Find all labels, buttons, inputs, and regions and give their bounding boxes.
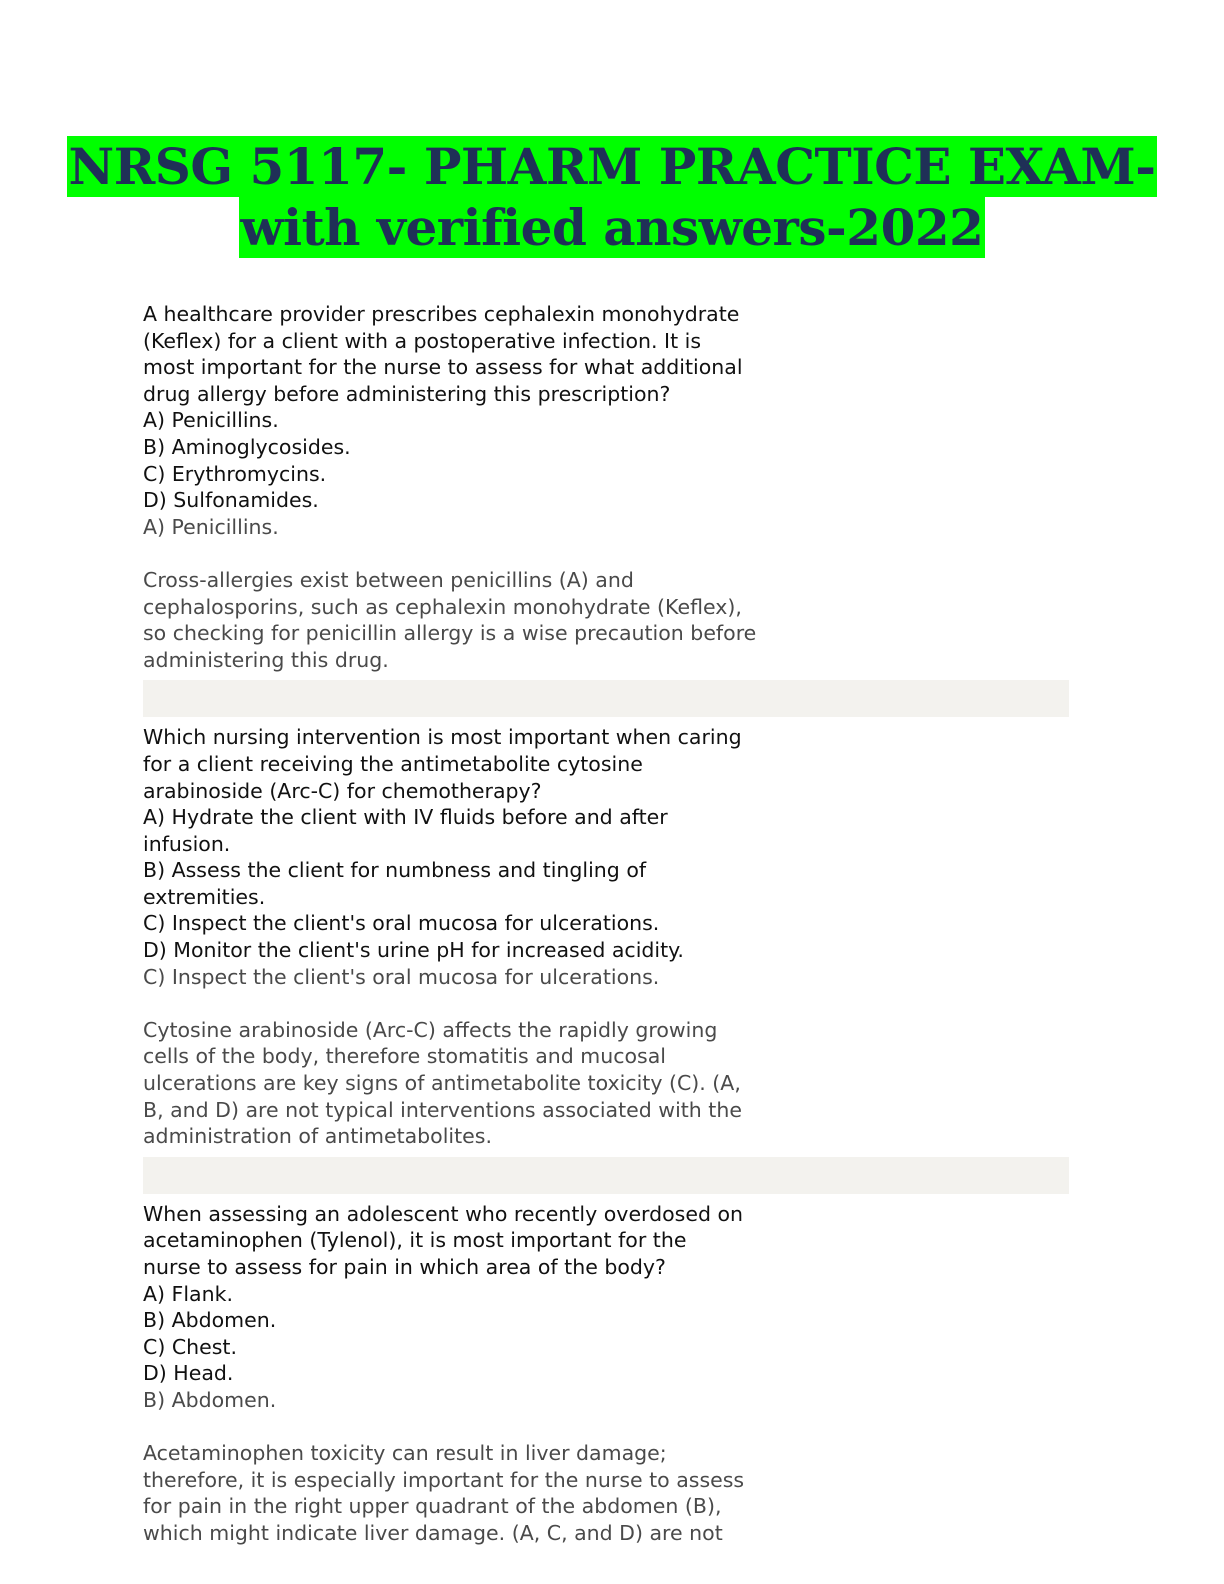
option-d: D) Head. bbox=[143, 1361, 234, 1386]
question-divider bbox=[143, 1157, 1069, 1194]
explanation-line: which might indicate liver damage. (A, C, and D) are not bbox=[143, 1520, 723, 1545]
explanation-line: cephalosporins, such as cephalexin monohydrate (Keflex), bbox=[143, 594, 742, 619]
option-a: A) Penicillins. bbox=[143, 408, 279, 433]
option-a: A) Flank. bbox=[143, 1281, 233, 1306]
question-text-line: Which nursing intervention is most important when caring bbox=[143, 725, 742, 750]
question-block-2 bbox=[143, 724, 1083, 1150]
option-b: B) Assess the client for numbness and tingling of bbox=[143, 858, 647, 883]
document-title bbox=[0, 136, 1224, 258]
option-a: A) Hydrate the client with IV fluids before and after bbox=[143, 805, 668, 830]
option-b-continued: extremities. bbox=[143, 884, 266, 909]
correct-answer: C) Inspect the client's oral mucosa for ulcerations. bbox=[143, 964, 660, 989]
option-c: C) Erythromycins. bbox=[143, 461, 327, 486]
question-text-line: acetaminophen (Tylenol), it is most important for the bbox=[143, 1228, 687, 1253]
explanation-line: cells of the body, therefore stomatitis and mucosal bbox=[143, 1044, 666, 1069]
explanation-line: Cross-allergies exist between penicillins (A) and bbox=[143, 567, 634, 592]
question-text-line: When assessing an adolescent who recently overdosed on bbox=[143, 1201, 744, 1226]
question-text-line: A healthcare provider prescribes cephalexin monohydrate bbox=[143, 302, 740, 326]
option-b: B) Aminoglycosides. bbox=[143, 434, 351, 459]
explanation-line: so checking for penicillin allergy is a wise precaution before bbox=[143, 621, 757, 646]
question-text-line: drug allergy before administering this prescription? bbox=[143, 381, 671, 406]
explanation-line: ulcerations are key signs of antimetabolite toxicity (C). (A, bbox=[143, 1071, 741, 1096]
explanation-line: administering this drug. bbox=[143, 647, 389, 672]
correct-answer: B) Abdomen. bbox=[143, 1387, 277, 1412]
option-c: C) Chest. bbox=[143, 1334, 237, 1359]
option-a-continued: infusion. bbox=[143, 831, 231, 856]
title-line-1: NRSG 5117- PHARM PRACTICE EXAM- bbox=[68, 137, 1156, 196]
question-text-line: arabinoside (Arc-C) for chemotherapy? bbox=[143, 778, 542, 803]
question-block-1 bbox=[143, 301, 1083, 673]
question-divider bbox=[143, 680, 1069, 717]
question-text-line: most important for the nurse to assess for what additional bbox=[143, 355, 743, 380]
option-b: B) Abdomen. bbox=[143, 1308, 277, 1333]
explanation-line: for pain in the right upper quadrant of the abdomen (B), bbox=[143, 1494, 722, 1519]
explanation-line: B, and D) are not typical interventions associated with the bbox=[143, 1097, 742, 1122]
explanation-line: Acetaminophen toxicity can result in liver damage; bbox=[143, 1441, 667, 1466]
explanation-line: administration of antimetabolites. bbox=[143, 1124, 492, 1149]
question-list bbox=[143, 301, 1083, 1547]
option-d: D) Sulfonamides. bbox=[143, 488, 319, 513]
explanation-line: Cytosine arabinoside (Arc-C) affects the rapidly growing bbox=[143, 1017, 718, 1042]
question-text-line: for a client receiving the antimetabolite cytosine bbox=[143, 751, 643, 776]
option-c: C) Inspect the client's oral mucosa for ulcerations. bbox=[143, 911, 660, 936]
question-text-line: nurse to assess for pain in which area of the body? bbox=[143, 1255, 666, 1279]
option-d: D) Monitor the client's urine pH for increased acidity. bbox=[143, 938, 684, 963]
question-block-3 bbox=[143, 1201, 1083, 1547]
question-text-line: (Keflex) for a client with a postoperative infection. It is bbox=[143, 328, 702, 353]
explanation-line: therefore, it is especially important for the nurse to assess bbox=[143, 1467, 745, 1492]
title-line-2: with verified answers-2022 bbox=[240, 198, 984, 257]
correct-answer: A) Penicillins. bbox=[143, 514, 279, 539]
